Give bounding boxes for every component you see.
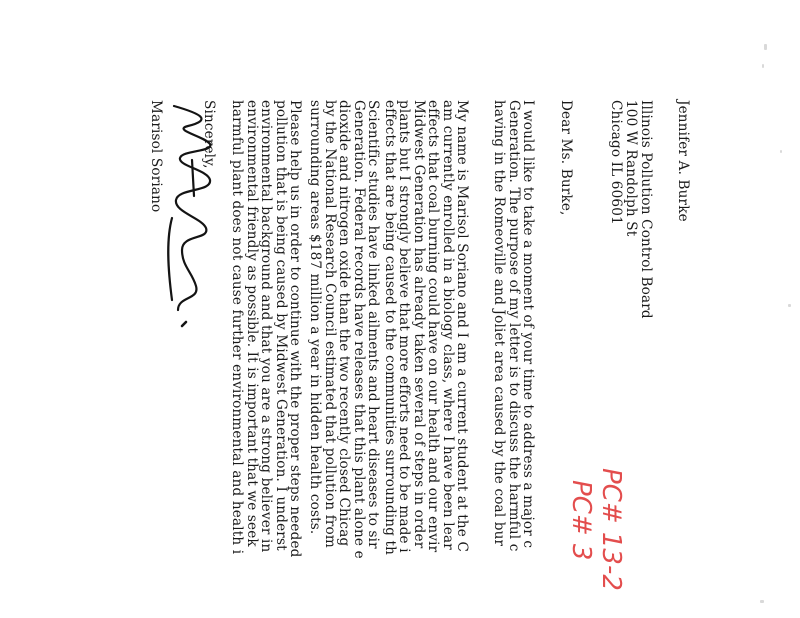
recipient-organization: Illinois Pollution Control Board bbox=[638, 100, 654, 319]
paragraph-line: environmental background and that you are a strong believer in bbox=[258, 100, 275, 553]
paragraph-line: Scientific studies have linked ailments and heart diseases to sir bbox=[365, 100, 381, 549]
paragraph-line: am currently enrolled in a biology class, where I have been lear bbox=[439, 100, 456, 550]
paragraph-line: plants but I strongly believe that more efforts need to be made i bbox=[396, 100, 413, 553]
paragraph-line: harmful plant does not cause further environmental and health i bbox=[229, 100, 246, 555]
paragraph-about-me bbox=[383, 100, 469, 618]
scan-speck bbox=[762, 64, 764, 68]
paragraph-request bbox=[230, 100, 302, 618]
paragraph-line: My name is Marisol Soriano and I am a current student at the C bbox=[454, 100, 470, 552]
paragraph-line: dioxide and nitrogen oxide than the two recently closed Chicag bbox=[336, 100, 353, 547]
paragraph-line: Generation. The purpose of my letter is to discuss the harmful c bbox=[505, 100, 522, 552]
signature-name: Marisol Soriano bbox=[148, 100, 164, 213]
paragraph-line: I would like to take a moment of your time to address a major c bbox=[520, 100, 536, 549]
stamp-line-1: PC# 13-2 bbox=[596, 468, 626, 591]
paragraph-line: Midwest Generation has already taken several of steps in order bbox=[410, 100, 427, 549]
paragraph-line: effects that coal burning could have on our health and our envir bbox=[425, 100, 442, 553]
recipient-name: Jennifer A. Burke bbox=[675, 100, 691, 222]
paragraph-line: Please help us in order to continue with the proper steps needed bbox=[287, 100, 303, 558]
paragraph-line: having in the Romeoville and Joliet area caused by the coal bur bbox=[491, 100, 508, 547]
salutation: Dear Ms. Burke, bbox=[558, 100, 574, 216]
recipient-city: Chicago IL 60601 bbox=[608, 100, 624, 225]
scan-speck bbox=[760, 600, 764, 603]
paragraph-line: effects that are being caused to the communities surrounding th bbox=[381, 100, 398, 556]
scan-speck bbox=[764, 44, 767, 50]
paragraph-line: surrounding areas $187 million a year in hidden health costs. bbox=[307, 100, 324, 535]
paragraph-intro bbox=[492, 100, 535, 618]
paragraph-line: Generation. Federal records have releases that this plant alone e bbox=[350, 100, 367, 559]
signature-scribble bbox=[162, 100, 222, 400]
paragraph-line: by the National Research Council estimated that pollution from bbox=[321, 100, 338, 548]
paragraph-studies bbox=[308, 100, 380, 618]
letter-body bbox=[130, 100, 690, 618]
paragraph-line: pollution that is being caused by Midwest Generation. I underst bbox=[272, 100, 289, 551]
recipient-street: 100 W Randolph St bbox=[623, 100, 639, 237]
paragraph-line: environmental friendly as possible. It is important that we seek bbox=[243, 100, 260, 547]
closing: Sincerely, bbox=[201, 100, 217, 169]
scan-speck bbox=[780, 150, 782, 153]
stamp-line-2: PC# 3 bbox=[566, 480, 596, 561]
scan-speck bbox=[788, 304, 791, 307]
